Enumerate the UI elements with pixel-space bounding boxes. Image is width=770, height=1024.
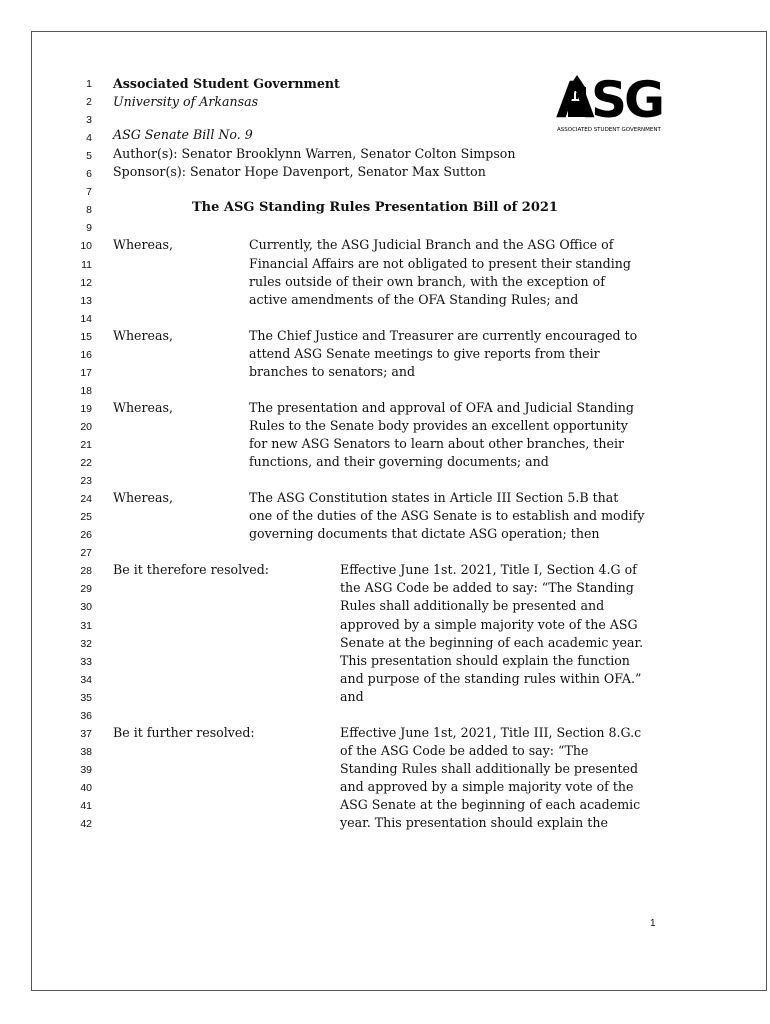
- sponsors: Sponsor(s): Senator Hope Davenport, Senator Max Sutton: [113, 164, 486, 179]
- line-number: 13: [80, 294, 92, 307]
- clause-text-line: active amendments of the OFA Standing Rules; and: [249, 291, 579, 307]
- whereas-label: Whereas,: [113, 490, 173, 506]
- logo-text: A: [556, 71, 592, 129]
- line-number: 9: [86, 222, 92, 235]
- clause-text-line: Financial Affairs are not obligated to present their standing: [249, 255, 631, 271]
- clause-text-line: Rules to the Senate body provides an excellent opportunity: [249, 417, 628, 433]
- line-number: 39: [80, 763, 92, 776]
- line-number: 18: [80, 384, 92, 397]
- clause-text-line: The presentation and approval of OFA and Judicial Standing: [249, 399, 634, 415]
- line-number: 2: [86, 96, 92, 109]
- clause-text-line: The Chief Justice and Treasurer are currently encouraged to: [249, 327, 638, 343]
- line-number: 31: [80, 619, 92, 632]
- logo-subtext: ASSOCIATED STUDENT GOVERNMENT: [557, 127, 661, 133]
- whereas-label: Whereas,: [113, 327, 173, 343]
- clause-text-line: for new ASG Senators to learn about other branches, their: [249, 436, 625, 451]
- line-number: 34: [80, 673, 92, 686]
- line-number: 32: [80, 637, 92, 650]
- line-number: 29: [80, 583, 92, 596]
- line-number: 14: [80, 312, 92, 325]
- line-number: 15: [80, 330, 92, 343]
- line-number: 27: [80, 547, 92, 560]
- resolution-text-line: and: [340, 688, 364, 704]
- line-number: 36: [80, 709, 92, 722]
- authors: Author(s): Senator Brooklynn Warren, Senator Colton Simpson: [113, 146, 516, 161]
- line-number: 23: [80, 475, 92, 488]
- university-name: University of Arkansas: [113, 94, 259, 109]
- resolution-label: Be it therefore resolved:: [113, 562, 270, 578]
- resolution-text-line: of the ASG Code be added to say: “The: [340, 742, 589, 758]
- line-number: 3: [86, 114, 92, 127]
- line-number: 16: [80, 348, 92, 361]
- org-name: Associated Student Government: [113, 76, 340, 91]
- line-number: 38: [80, 745, 92, 758]
- resolution-text-line: Rules shall additionally be presented and: [340, 598, 605, 614]
- clause-text-line: functions, and their governing documents; and: [249, 454, 549, 470]
- resolution-text-line: Effective June 1st, 2021, Title III, Section 8.G.c: [340, 724, 642, 740]
- resolution-text-line: and approved by a simple majority vote of the: [340, 778, 634, 794]
- line-number: 12: [80, 276, 92, 289]
- line-number: 30: [80, 601, 92, 614]
- clause-text-line: rules outside of their own branch, with the exception of: [249, 273, 605, 289]
- line-number: 37: [80, 727, 92, 740]
- resolution-text-line: ASG Senate at the beginning of each academic: [340, 797, 641, 812]
- resolution-text-line: Standing Rules shall additionally be presented: [340, 760, 639, 776]
- line-number: 7: [86, 186, 92, 199]
- clause-text-line: one of the duties of the ASG Senate is to establish and modify: [249, 508, 645, 524]
- line-number: 10: [80, 240, 92, 253]
- line-number: 6: [86, 168, 92, 181]
- resolution-text-line: Effective June 1st. 2021, Title I, Section 4.G of: [340, 562, 637, 578]
- bill-number: ASG Senate Bill No. 9: [113, 127, 253, 142]
- resolution-text-line: year. This presentation should explain the: [340, 815, 608, 831]
- clause-text-line: Currently, the ASG Judicial Branch and the ASG Office of: [249, 237, 614, 253]
- line-number: 17: [80, 366, 92, 379]
- line-number: 28: [80, 565, 92, 578]
- line-number: 42: [80, 818, 92, 831]
- line-number: 26: [80, 529, 92, 542]
- line-number: 8: [86, 204, 92, 217]
- resolution-text-line: the ASG Code be added to say: “The Standing: [340, 580, 634, 596]
- resolution-label: Be it further resolved:: [113, 724, 255, 740]
- whereas-label: Whereas,: [113, 237, 173, 253]
- line-number: 4: [86, 132, 92, 145]
- line-number: 22: [80, 457, 92, 470]
- line-number: 19: [80, 402, 92, 415]
- line-number: 35: [80, 691, 92, 704]
- line-number: 40: [80, 781, 92, 794]
- line-number: 25: [80, 511, 92, 524]
- line-number: 1: [86, 78, 92, 90]
- resolution-text-line: This presentation should explain the function: [340, 652, 630, 668]
- clause-text-line: branches to senators; and: [249, 363, 416, 379]
- line-number: 24: [80, 493, 92, 506]
- bill-title: The ASG Standing Rules Presentation Bill of 2021: [192, 200, 558, 215]
- resolution-text-line: approved by a simple majority vote of the ASG: [340, 616, 638, 632]
- whereas-label: Whereas,: [113, 399, 173, 415]
- resolution-text-line: and purpose of the standing rules within OFA.”: [340, 670, 642, 686]
- asg-logo: [555, 69, 670, 135]
- clause-text-line: governing documents that dictate ASG operation; then: [249, 526, 600, 542]
- line-number: 33: [80, 655, 92, 668]
- line-number: 11: [81, 258, 92, 271]
- line-number: 41: [80, 800, 92, 812]
- line-number: 20: [80, 420, 92, 433]
- clause-text-line: The ASG Constitution states in Article III Section 5.B that: [249, 490, 619, 506]
- svg-text:SG: SG: [591, 71, 663, 129]
- resolution-text-line: Senate at the beginning of each academic year.: [340, 634, 644, 650]
- clause-text-line: attend ASG Senate meetings to give reports from their: [249, 345, 600, 361]
- page-number: 1: [650, 918, 656, 929]
- line-number: 21: [80, 439, 92, 451]
- line-number: 5: [86, 150, 92, 163]
